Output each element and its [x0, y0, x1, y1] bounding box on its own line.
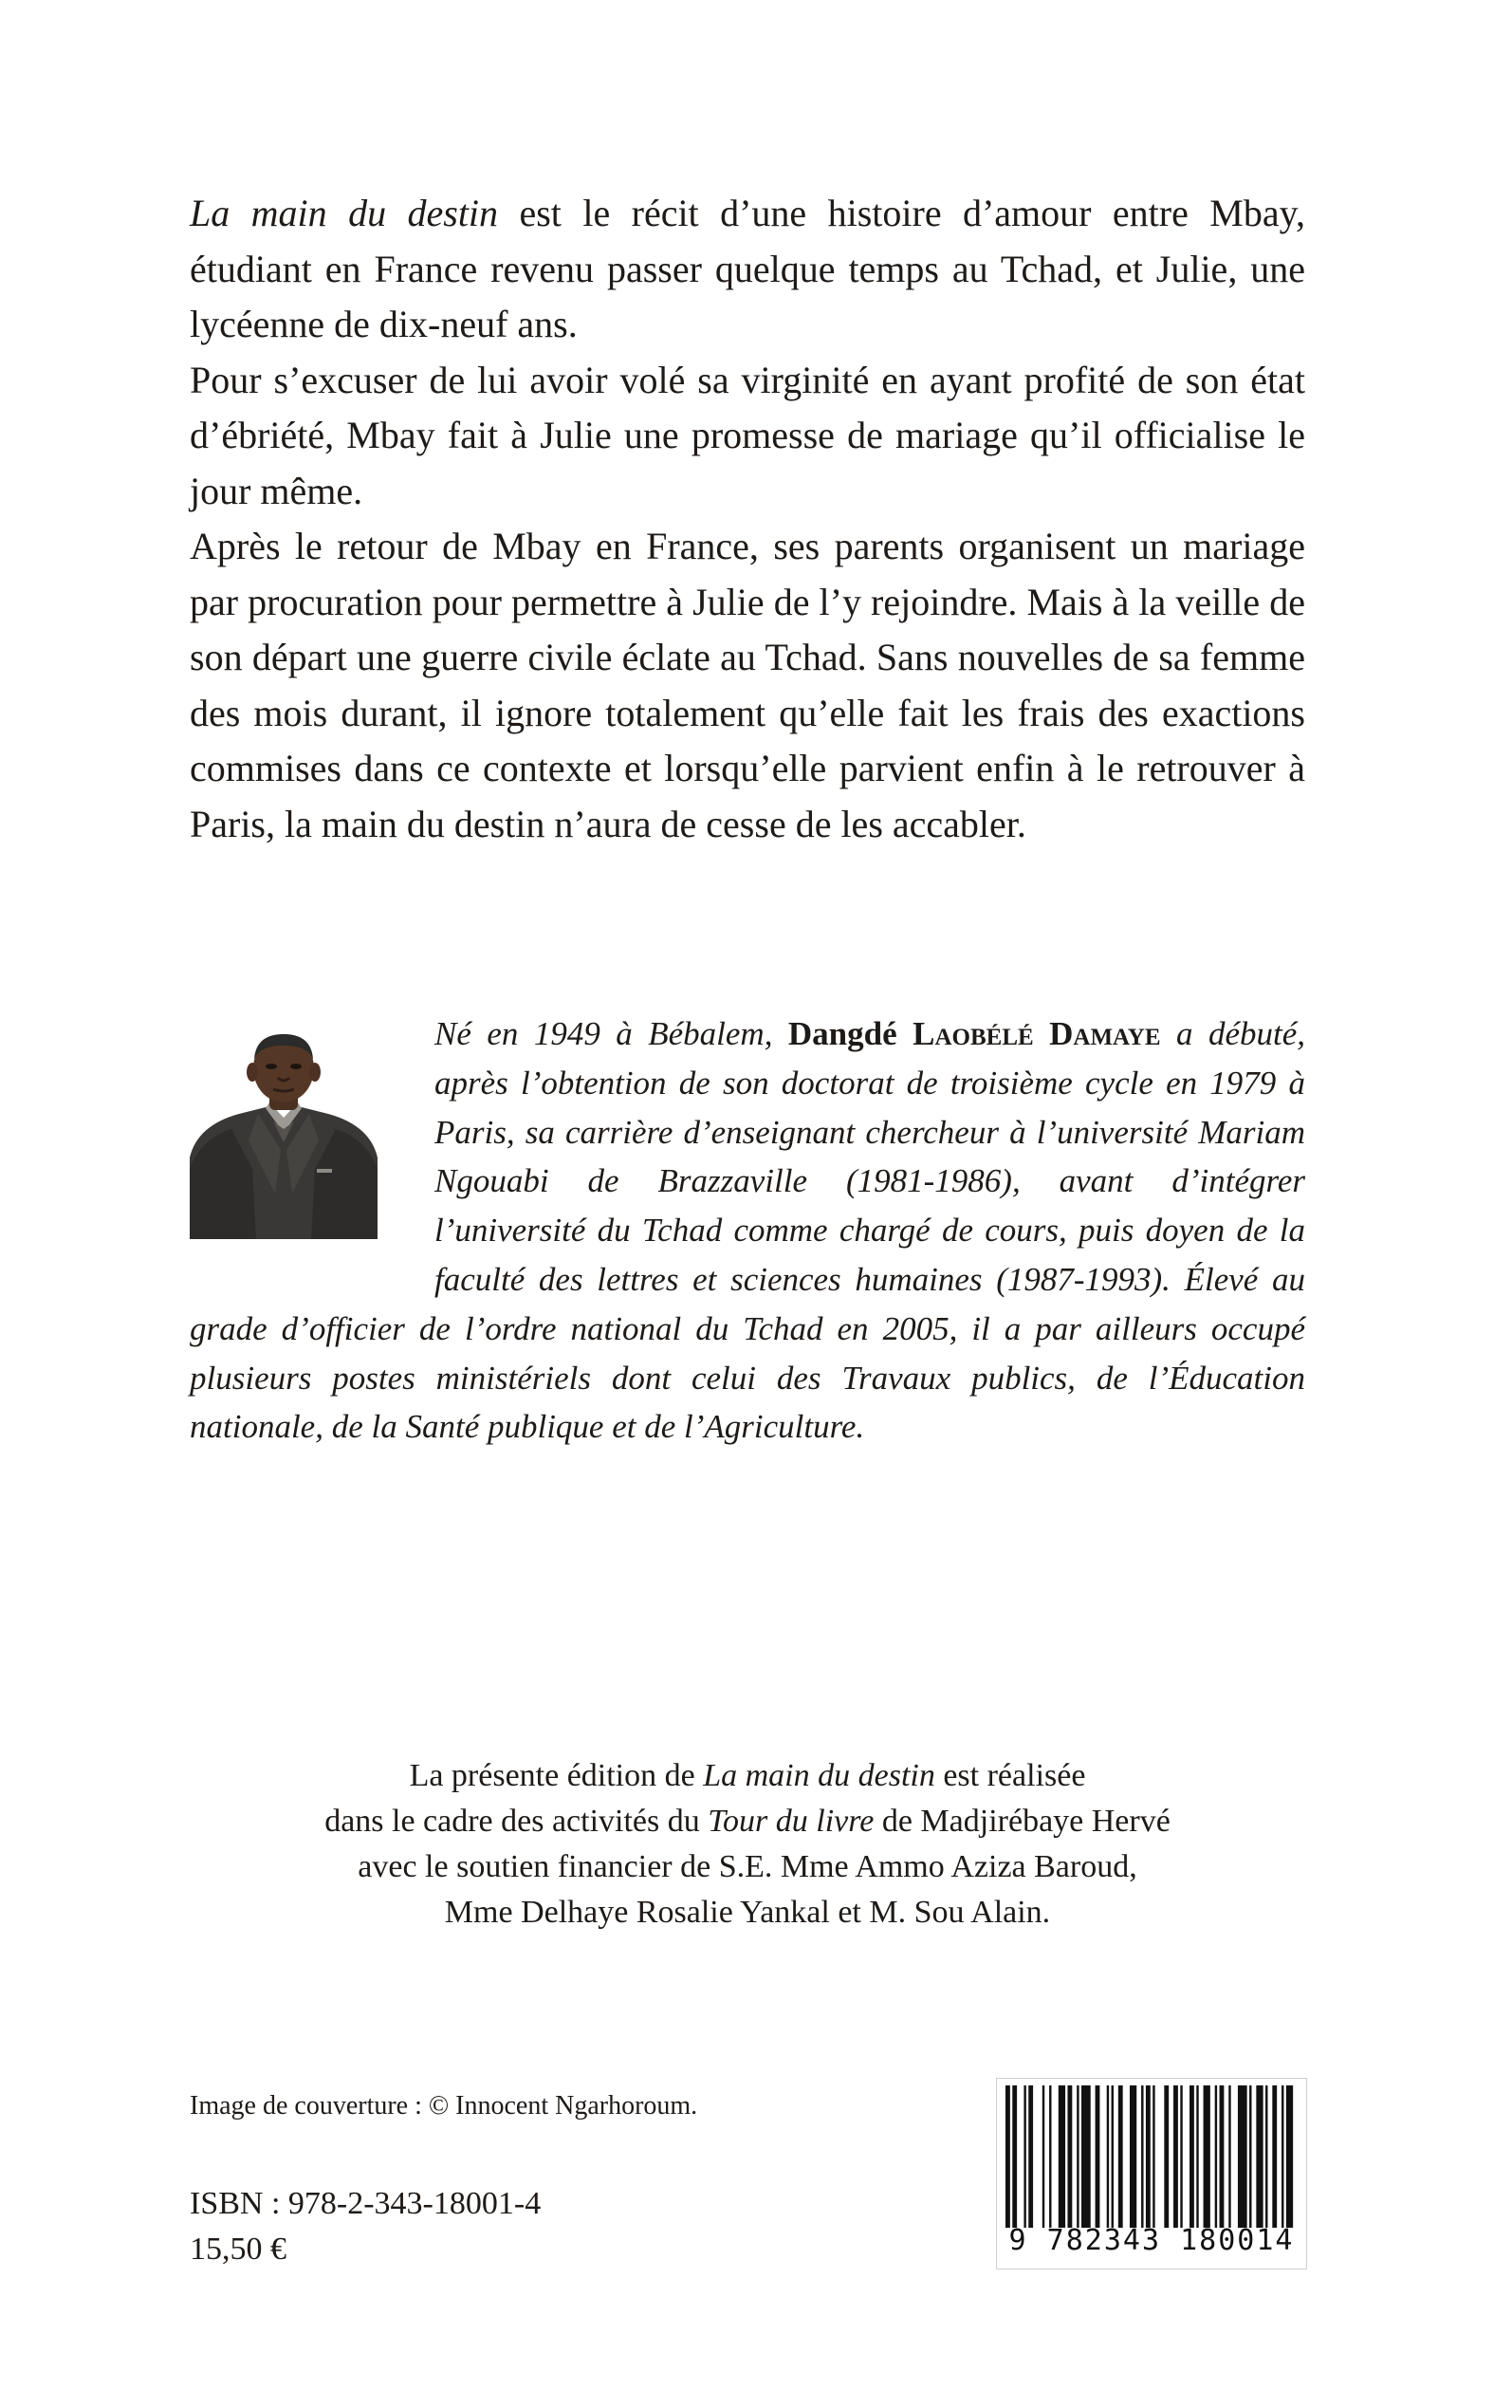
barcode-bar — [1152, 2085, 1154, 2228]
barcode-bar — [1146, 2085, 1151, 2228]
edition-line-1-b: est réalisée — [934, 1758, 1086, 1793]
price: 15,50 € — [190, 2232, 286, 2267]
barcode-bar — [1249, 2085, 1251, 2228]
book-title: La main du destin — [190, 192, 499, 234]
author-bio — [190, 1010, 1305, 1452]
isbn: ISBN : 978-2-343-18001-4 — [190, 2186, 542, 2221]
edition-line-2-a: dans le cadre des activités du — [324, 1804, 709, 1839]
bio-body: a débuté, après l’obtention de son doctorat de troisième cycle en 1979 à Paris, sa carrière d’enseignant chercheur à l’université Mariam Ngouabi de Brazzaville (1981-1986), avant d’intégrer l’université du Tchad comme chargé de cours, puis doyen de la faculté des lettres et sciences humaines (1987-1993). Élevé au grade d’officier de l’ordre national du Tchad en 2005, il a par ailleurs occupé plusieurs postes ministériels dont celui des Travaux publics, de l’Éducation nationale, de la Santé publique et de l’Agriculture. — [190, 1015, 1306, 1446]
book-summary — [190, 186, 1305, 852]
barcode-bar — [1286, 2085, 1293, 2228]
barcode-bar — [1189, 2085, 1194, 2228]
barcode-bar — [1220, 2085, 1225, 2228]
barcode-bar — [1204, 2085, 1210, 2228]
edition-line-2 — [190, 1799, 1305, 1844]
barcode-digits: 9 782343 180014 — [1008, 2224, 1295, 2257]
barcode-bars — [1005, 2085, 1298, 2228]
barcode-bar — [1256, 2085, 1263, 2228]
barcode-bar — [1077, 2085, 1079, 2228]
barcode-bar — [1141, 2085, 1143, 2228]
summary-text-1: est le récit d’une histoire d’amour entre Mbay, étudiant en France revenu passer quelque temps au Tchad, et Julie, une lycéenne de dix-neuf ans. — [190, 192, 1305, 345]
barcode-bar — [1042, 2085, 1044, 2228]
author-first-name: Dangdé — [787, 1015, 897, 1052]
barcode-bar — [1173, 2085, 1178, 2228]
author-name — [788, 1015, 1161, 1052]
author-portrait — [190, 1027, 378, 1285]
barcode-bar — [1272, 2085, 1277, 2228]
barcode-bar — [1081, 2085, 1091, 2228]
edition-line-1 — [190, 1753, 1305, 1799]
barcode-bar — [1130, 2085, 1136, 2228]
barcode-bar — [1049, 2085, 1051, 2228]
edition-program-title: Tour du livre — [708, 1804, 875, 1839]
barcode-bar — [1028, 2085, 1033, 2228]
summary-paragraph-2: Pour s’excuser de lui avoir volé sa virginité en ayant profité de son état d’ébriété, Mbay fait à Julie une promesse de mariage qu’il officialise le jour même. — [190, 358, 1305, 512]
barcode-bar — [1059, 2085, 1065, 2228]
barcode-bar — [1164, 2085, 1169, 2228]
cover-credit: Image de couverture : © Innocent Ngarhoroum. — [190, 2091, 698, 2121]
edition-line-2-b: de Madjirébaye Hervé — [874, 1804, 1171, 1839]
barcode-bar — [1228, 2085, 1230, 2228]
summary-paragraph-3: Après le retour de Mbay en France, ses parents organisent un mariage par procuration pour permettre à Julie de l’y rejoindre. Mais à la veille de son départ une guerre civile éclate au Tchad. Sans nouvelles de sa femme des mois durant, il ignore totalement qu’elle fait les frais des exactions commises dans ce contexte et lorsqu’elle parvient enfin à le retrouver à Paris, la main du destin n’aura de cesse de les accabler. — [190, 525, 1305, 845]
edition-line-4: Mme Delhaye Rosalie Yankal et M. Sou Alain. — [444, 1895, 1051, 1930]
edition-line-1-a: La présente édition de — [409, 1758, 704, 1793]
barcode-bar — [1067, 2085, 1072, 2228]
barcode-bar — [1112, 2085, 1114, 2228]
edition-book-title: La main du destin — [703, 1758, 935, 1793]
barcode-bar — [1023, 2085, 1025, 2228]
barcode-bar — [1265, 2085, 1267, 2228]
barcode — [996, 2078, 1307, 2269]
author-last-name: Laobélé Damaye — [913, 1015, 1161, 1052]
bio-intro: Né en 1949 à Bébalem, — [434, 1015, 788, 1052]
barcode-bar — [1005, 2085, 1010, 2228]
edition-note — [190, 1753, 1305, 1936]
barcode-bar — [1238, 2085, 1247, 2228]
barcode-bar — [1012, 2085, 1017, 2228]
barcode-bar — [1215, 2085, 1217, 2228]
barcode-bar — [1282, 2085, 1283, 2228]
barcode-bar — [1196, 2085, 1198, 2228]
barcode-bar — [1096, 2085, 1100, 2228]
edition-line-3: avec le soutien financier de S.E. Mme Ammo Aziza Baroud, — [358, 1849, 1137, 1884]
barcode-bar — [1107, 2085, 1109, 2228]
barcode-bar — [1118, 2085, 1123, 2228]
summary-paragraph-1 — [190, 186, 1305, 353]
barcode-bar — [1180, 2085, 1182, 2228]
